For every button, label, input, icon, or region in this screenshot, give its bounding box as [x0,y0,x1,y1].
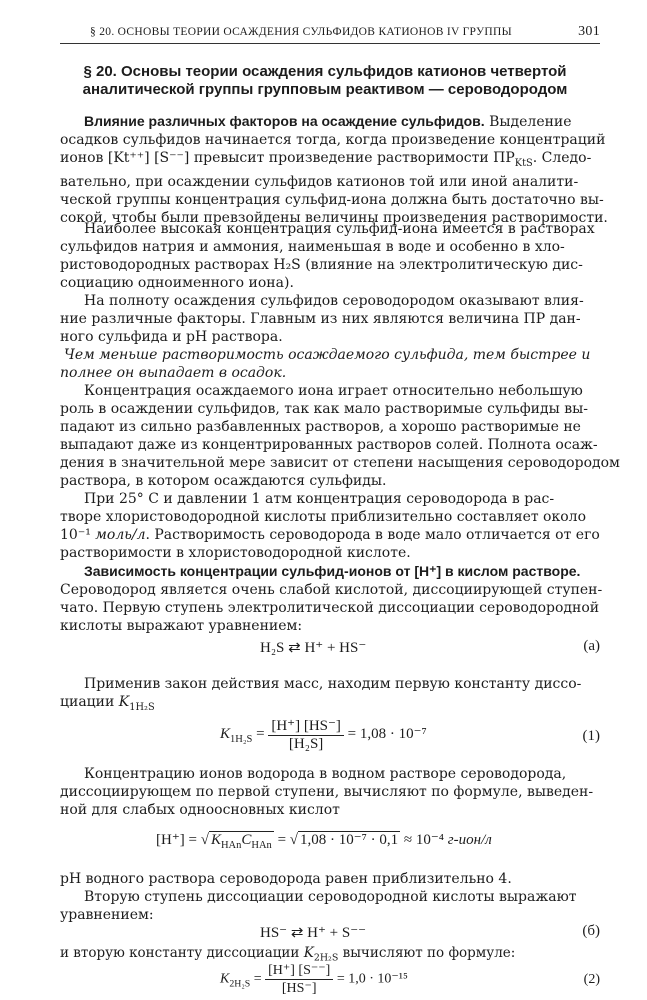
fraction: $\frac{[H^+] [HS^-]}{\text{[H₂S]}}$ [268,716,344,753]
paragraph: При 25° С и давлении 1 атм концентрация сероводорода в рас- творе хлористоводородной кислоты приблизительно составляет около 10⁻¹ моль/л. Растворимость сероводорода в воде мало отличается от его растворимости в хлористоводородной кислоте. [60,491,600,561]
paragraph-italic: Чем меньше растворимость осаждаемого сульфида, тем быстрее и полнее он выпадает в осадок. [60,347,591,381]
paragraph: Концентрацию ионов водорода в водном растворе сероводорода, диссоциирующем по первой ступени, вычисляют по формуле, выведен- ной для слабых одноосновных кислот [60,766,594,818]
paragraph: Концентрация осаждаемого иона играет относительно небольшую роль в осаждении сульфидов, так как мало растворимые сульфиды вы- падают из сильно разбавленных растворов, а хорошо растворимые не выпадают даже из концентрированных растворов солей. Полнота осаж- дения в значительной мере зависит от степени насыщения сероводородом раствора, в котором осаждаются сульфиды. [60,383,620,489]
paragraph: Применив закон действия масс, находим первую константу диссо- циации $K_{1H_2S}$ [60,676,582,713]
running-header [60,24,600,42]
equation-2: $K_{2H_2S}$ = $\frac{[H^+] [S^{--}]}{[HS^-]}$ = 1,0 · 10⁻¹⁵ (2) [220,963,600,996]
section-title-line: аналитической группы групповым реактивом — сероводородом [82,81,568,98]
equation-1: $K_{1H_2S}$ = $\frac{[H^+] [HS^-]}{\text{[H₂S]}}$ = 1,08 · 10⁻⁷ (1) [220,718,600,752]
paragraph: pH водного раствора сероводорода равен приблизительно 4. Вторую ступень диссоциации сероводородной кислоты выражают уравнением: [60,871,577,923]
square-root: 1,08 · 10⁻⁷ · 0,1 [300,832,399,848]
page-number: 301 [578,24,600,39]
equation-a: H₂S ⇄ H⁺ + HS⁻ (а) [260,638,600,656]
paragraph: Влияние различных факторов на осаждение сульфидов. Выделение осадков сульфидов начинается тогда, когда произведение концентраций ионов [Kt⁺⁺] [S⁻⁻] превысит произведение растворимости $ПР_{KtS}$. Следо- вательно, при осаждении сульфидов катионов той или иной аналити- ческой группы концентрация сульфид-иона должна быть достаточно вы- сокой, чтобы были превзойдены величины произведения растворимости. [60,113,608,226]
paragraph: На полноту осаждения сульфидов сероводородом оказывают влия- ние различные факторы. Главным из них являются величина ПР дан- ного сульфида и pH раствора. [60,293,584,345]
equation-hydrogen-ion: [H⁺] = √ $K_{HAn}C_{HAn}$ = √ 1,08 · 10⁻⁷ · 0,1 ≈ 10⁻⁴ г-ион/л [156,832,492,851]
paragraph-heading: Зависимость концентрации сульфид-ионов от [H⁺] в кислом растворе. [84,563,581,579]
equation-label: (а) [583,638,600,654]
equation-label: (б) [582,923,600,939]
square-root: $K_{HAn}C_{HAn}$ [210,832,272,851]
equation-label: (1) [582,728,600,744]
section-title-line: § 20. Основы теории осаждения сульфидов катионов четвертой [83,63,567,80]
equation-b: HS⁻ ⇄ H⁺ + S⁻⁻ (б) [260,923,600,941]
equation-label: (2) [583,972,600,987]
paragraph: и вторую константу диссоциации $K_{2H_2S}$ вычисляют по формуле: [60,945,516,964]
section-title [60,63,590,99]
paragraph: Зависимость концентрации сульфид-ионов от [H⁺] в кислом растворе. Сероводород является очень слабой кислотой, диссоциирующей ступен- чато. Первую ступень электролитической диссоциации сероводородной кислоты выражают уравнением: [60,563,603,634]
paragraph: Наиболее высокая концентрация сульфид-иона имеется в растворах сульфидов натрия и аммония, наименьшая в воде и особенно в хло- ристоводородных растворах H₂S (влияние на электролитическую дис- социацию одноименного иона). [60,221,595,291]
running-title: § 20. ОСНОВЫ ТЕОРИИ ОСАЖДЕНИЯ СУЛЬФИДОВ КАТИОНОВ IV ГРУППЫ [90,26,512,38]
fraction: $\frac{[H^+] [S^{--}]}{[HS^-]}$ [265,962,333,997]
paragraph-heading: Влияние различных факторов на осаждение сульфидов. [84,113,485,129]
header-rule [60,43,600,44]
